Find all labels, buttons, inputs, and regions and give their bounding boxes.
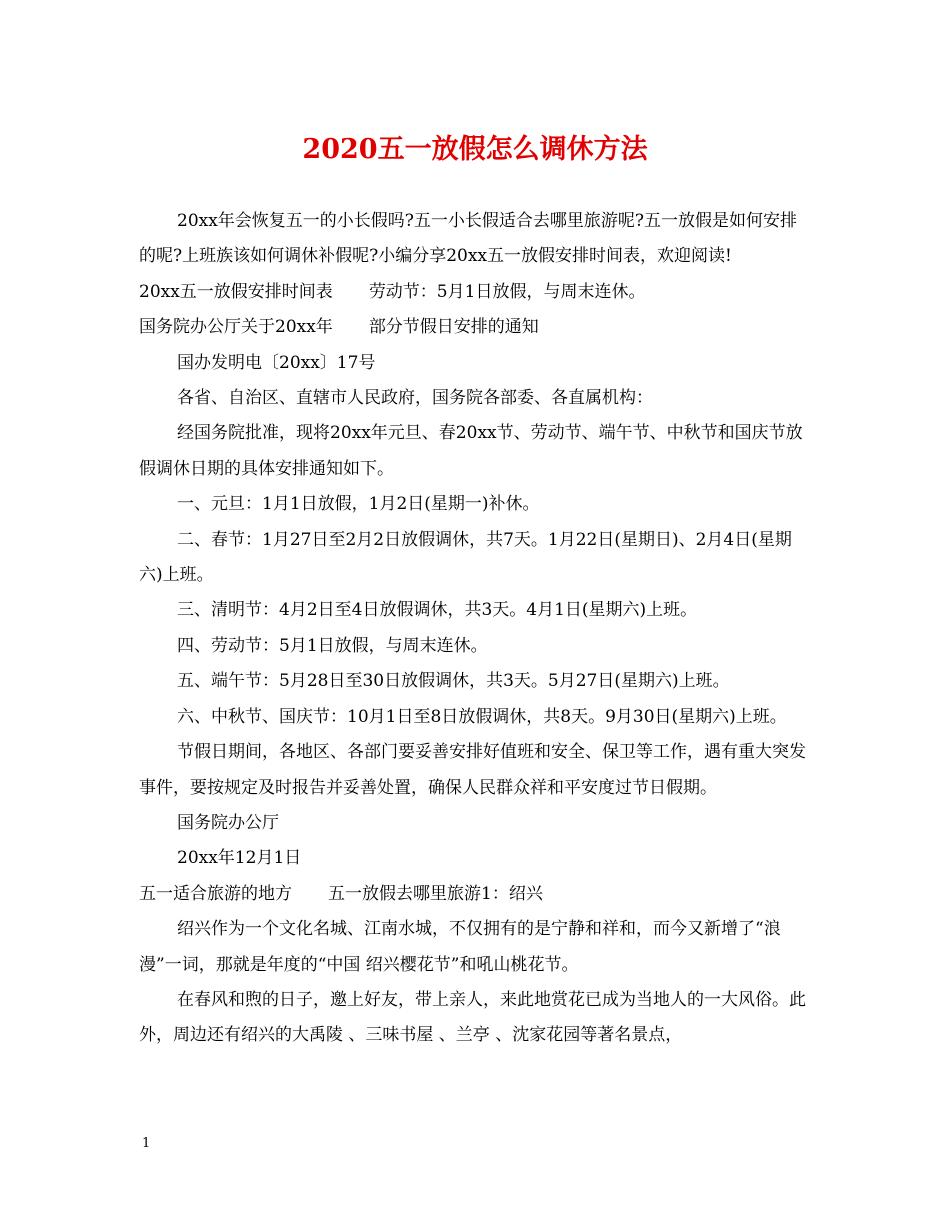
issue-date-line: 20xx年12月1日 xyxy=(177,848,302,869)
labor-day-summary: 劳动节：5月1日放假，与周末连休。 xyxy=(368,281,646,302)
schedule-line xyxy=(139,275,811,310)
addressee-line: 各省、自治区、直辖市人民政府，国务院各部委、各直属机构： xyxy=(177,388,653,409)
schedule-heading: 20xx五一放假安排时间表 xyxy=(139,281,333,302)
document-title: 2020五一放假怎么调休方法 xyxy=(302,134,648,165)
intro-paragraph: 20xx年会恢复五一的小长假吗?五一小长假适合去哪里旅游呢?五一放假是如何安排的呢?上班族该如何调休补假呢?小编分享20xx五一放假安排时间表，欢迎阅读! xyxy=(139,211,798,267)
new-year-item: 一、元旦：1月1日放假，1月2日(星期一)补休。 xyxy=(177,494,540,515)
holiday-duty-paragraph: 节假日期间，各地区、各部门要妥善安排好值班和安全、保卫等工作，遇有重大突发事件，要按规定及时报告并妥善处置，确保人民群众祥和平安度过节日假期。 xyxy=(139,742,806,798)
document-body xyxy=(139,204,811,1054)
page-number: 1 xyxy=(142,1136,151,1151)
qingming-item: 三、清明节：4月2日至4日放假调休，共3天。4月1日(星期六)上班。 xyxy=(177,600,698,621)
travel-heading-line xyxy=(139,877,811,912)
labor-day-item: 四、劳动节：5月1日放假，与周末连休。 xyxy=(177,635,488,656)
notice-title-part-1: 国务院办公厅关于20xx年 xyxy=(139,317,333,338)
notice-intro-paragraph: 经国务院批准，现将20xx年元旦、春20xx节、劳动节、端午节、中秋节和国庆节放假调休日期的具体安排通知如下。 xyxy=(139,423,803,479)
travel-section-heading: 五一适合旅游的地方 xyxy=(139,883,292,904)
notice-title-line xyxy=(139,310,811,345)
travel-destination-heading: 五一放假去哪里旅游1：绍兴 xyxy=(328,883,543,904)
spring-festival-item: 二、春节：1月27日至2月2日放假调休，共7天。1月22日(星期日)、2月4日(星期六)上班。 xyxy=(139,529,792,586)
mid-autumn-national-day-item: 六、中秋节、国庆节：10月1日至8日放假调休，共8天。9月30日(星期六)上班。 xyxy=(177,706,787,727)
shaoxing-paragraph-2: 在春风和煦的日子，邀上好友，带上亲人，来此地赏花已成为当地人的一大风俗。此外，周边还有绍兴的大禹陵 、三味书屋 、兰亭 、沈家花园等著名景点， xyxy=(139,989,806,1046)
notice-title-part-2: 部分节假日安排的通知 xyxy=(368,317,539,338)
issuer-line: 国务院办公厅 xyxy=(177,812,279,833)
dragon-boat-item: 五、端午节：5月28日至30日放假调休，共3天。5月27日(星期六)上班。 xyxy=(177,671,730,692)
shaoxing-paragraph-1: 绍兴作为一个文化名城、江南水城，不仅拥有的是宁静和祥和，而今又新增了“浪漫”一词，那就是年度的“中国 绍兴樱花节”和吼山桃花节。 xyxy=(139,919,781,975)
document-number: 国办发明电〔20xx〕17号 xyxy=(177,352,376,373)
